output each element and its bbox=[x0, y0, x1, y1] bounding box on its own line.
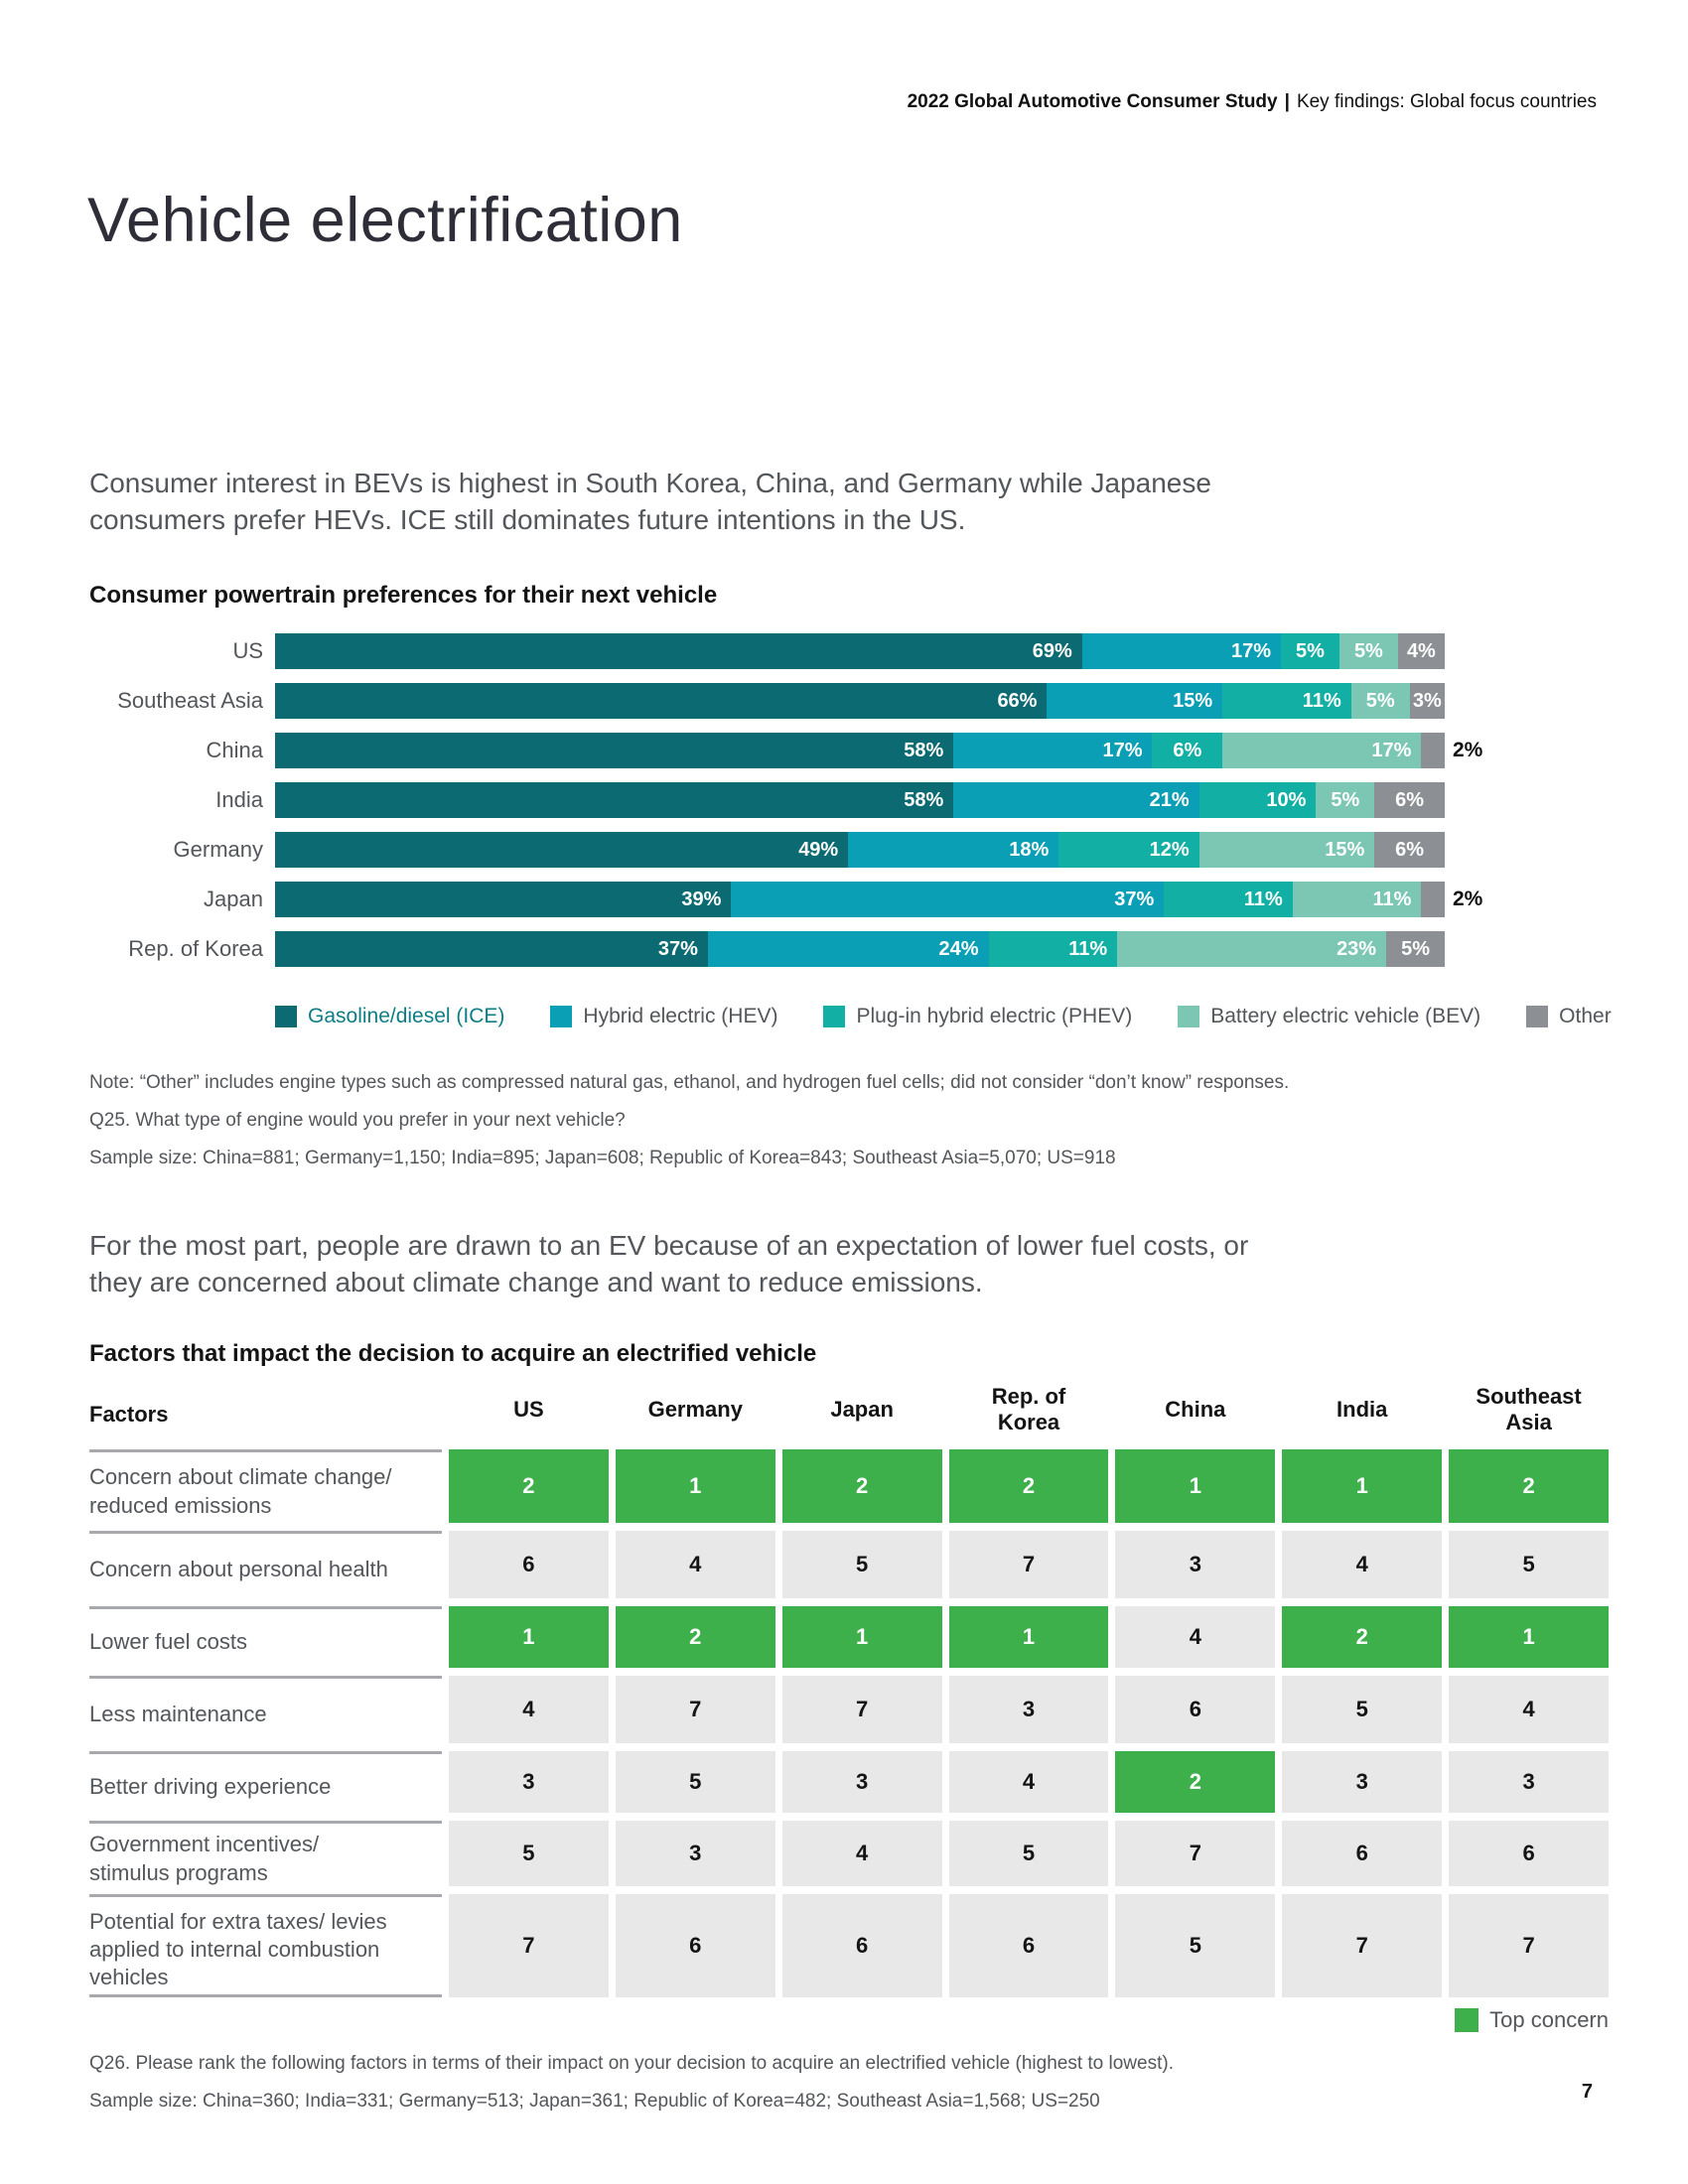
rank-cell: 3 bbox=[1282, 1751, 1442, 1813]
rank-cell: 6 bbox=[1115, 1676, 1275, 1743]
bar-segment bbox=[275, 832, 848, 868]
bar-track bbox=[275, 733, 1445, 768]
powertrain-chart bbox=[89, 633, 1483, 981]
intro-paragraph-2: For the most part, people are drawn to an EV because of an expectation of lower fuel costs, or they are concerned about climate change and want to reduce emissions. bbox=[89, 1230, 1249, 1298]
rank-cell-top-concern: 1 bbox=[1115, 1449, 1275, 1523]
table-header-country: Southeast Asia bbox=[1476, 1383, 1582, 1434]
rank-cell: 3 bbox=[616, 1821, 775, 1886]
rank-cell: 5 bbox=[1282, 1676, 1442, 1743]
rank-cell-top-concern: 1 bbox=[782, 1606, 942, 1668]
chart-category-label: Germany bbox=[173, 837, 263, 862]
legend-label: Other bbox=[1559, 1005, 1612, 1027]
rank-cell: 3 bbox=[449, 1751, 609, 1813]
note-line: Q26. Please rank the following factors in terms of their impact on your decision to acquire an electrified vehicle (highest to lowest). bbox=[89, 2053, 1174, 2074]
table-title: Factors that impact the decision to acquire an electrified vehicle bbox=[89, 1340, 817, 1367]
rank-cell-top-concern: 1 bbox=[616, 1449, 775, 1523]
rank-cell: 4 bbox=[449, 1676, 609, 1743]
bar-segment-value: 5% bbox=[1296, 639, 1325, 662]
bar-segment-value: 6% bbox=[1173, 739, 1202, 761]
bar-segment-value: 5% bbox=[1331, 788, 1360, 811]
bar-segment-value: 6% bbox=[1395, 838, 1425, 861]
rank-cell-top-concern: 1 bbox=[1282, 1449, 1442, 1523]
bar-segment-value: 5% bbox=[1401, 937, 1430, 960]
table-header-country: Japan bbox=[830, 1396, 894, 1422]
bar-segment bbox=[275, 733, 953, 768]
bar-track bbox=[275, 832, 1445, 868]
chart-row bbox=[89, 832, 1445, 868]
chart-category-label: US bbox=[232, 638, 263, 663]
rank-cell-top-concern: 2 bbox=[949, 1449, 1109, 1523]
powertrain-chart-rows bbox=[89, 633, 1483, 967]
rank-cell: 5 bbox=[616, 1751, 775, 1813]
bar-segment-value: 37% bbox=[657, 937, 698, 960]
bar-segment bbox=[1351, 683, 1410, 719]
report-header-study: 2022 Global Automotive Consumer Study bbox=[907, 91, 1278, 112]
table-header-country: India bbox=[1336, 1396, 1388, 1422]
top-concern-swatch bbox=[1455, 2008, 1478, 2032]
bar-segment-value: 5% bbox=[1365, 689, 1395, 712]
chart-row bbox=[89, 683, 1445, 719]
rank-cell: 7 bbox=[949, 1531, 1109, 1598]
chart-category-label: India bbox=[215, 787, 263, 812]
bar-segment bbox=[1222, 683, 1351, 719]
table-header-factors: Factors bbox=[89, 1401, 169, 1427]
chart-row bbox=[89, 782, 1445, 818]
top-concern-label: Top concern bbox=[1489, 2007, 1609, 2032]
rank-cell: 5 bbox=[1115, 1894, 1275, 1997]
bar-segment bbox=[1293, 882, 1422, 917]
bar-segment-value: 18% bbox=[1009, 838, 1050, 861]
rank-cell-top-concern: 2 bbox=[449, 1449, 609, 1523]
rank-cell: 7 bbox=[1282, 1894, 1442, 1997]
rank-cell: 3 bbox=[1449, 1751, 1609, 1813]
factors-table bbox=[89, 1378, 1609, 1997]
bar-segment-value: 10% bbox=[1266, 788, 1307, 811]
rank-cell-top-concern: 2 bbox=[1449, 1449, 1609, 1523]
rank-cell: 4 bbox=[949, 1751, 1109, 1813]
chart-category-label: Southeast Asia bbox=[117, 688, 263, 713]
rank-cell: 7 bbox=[449, 1894, 609, 1997]
bar-segment bbox=[953, 782, 1198, 818]
rank-cell: 3 bbox=[949, 1676, 1109, 1743]
report-header bbox=[908, 91, 1597, 113]
bar-segment bbox=[1374, 832, 1445, 868]
bar-segment bbox=[708, 931, 989, 967]
legend-swatch bbox=[550, 1006, 572, 1027]
bar-segment-value: 11% bbox=[1372, 887, 1412, 910]
report-header-separator: | bbox=[1284, 91, 1290, 112]
bar-track bbox=[275, 882, 1445, 917]
legend-item bbox=[823, 1005, 1132, 1028]
bar-segment bbox=[1421, 733, 1445, 768]
top-concern-legend bbox=[1455, 2007, 1609, 2033]
bar-segment-value: 12% bbox=[1149, 838, 1190, 861]
intro-paragraph-1: Consumer interest in BEVs is highest in South Korea, China, and Germany while Japanese consumers prefer HEVs. ICE still dominates future intentions in the US. bbox=[89, 468, 1211, 536]
legend-item bbox=[550, 1005, 777, 1028]
legend-swatch bbox=[1178, 1006, 1199, 1027]
bar-segment-value: 23% bbox=[1336, 937, 1377, 960]
rank-cell: 6 bbox=[449, 1531, 609, 1598]
rank-cell: 4 bbox=[1282, 1531, 1442, 1598]
bar-segment-value: 21% bbox=[1149, 788, 1190, 811]
bar-track bbox=[275, 633, 1445, 669]
factor-label: Potential for extra taxes/ levies applied to internal combustion vehicles bbox=[89, 1894, 442, 1997]
rank-cell: 6 bbox=[1282, 1821, 1442, 1886]
bar-track bbox=[275, 782, 1445, 818]
table-notes bbox=[89, 2045, 1174, 2120]
rank-cell-top-concern: 2 bbox=[782, 1449, 942, 1523]
factor-label: Less maintenance bbox=[89, 1676, 442, 1743]
bar-segment-value: 11% bbox=[1243, 887, 1283, 910]
bar-segment bbox=[1316, 782, 1374, 818]
bar-segment bbox=[1339, 633, 1398, 669]
bar-segment-value: 69% bbox=[1032, 639, 1072, 662]
bar-segment bbox=[275, 633, 1082, 669]
rank-cell: 6 bbox=[1449, 1821, 1609, 1886]
factor-label: Lower fuel costs bbox=[89, 1606, 442, 1668]
chart-row bbox=[89, 633, 1445, 669]
chart-row bbox=[89, 733, 1483, 768]
legend-swatch bbox=[823, 1006, 845, 1027]
legend-label: Battery electric vehicle (BEV) bbox=[1210, 1005, 1481, 1027]
bar-segment bbox=[275, 882, 731, 917]
bar-segment-value: 58% bbox=[904, 739, 944, 761]
bar-segment bbox=[275, 782, 953, 818]
bar-segment bbox=[1386, 931, 1445, 967]
bar-segment-value: 6% bbox=[1395, 788, 1425, 811]
bar-segment bbox=[1199, 782, 1317, 818]
bar-segment bbox=[848, 832, 1058, 868]
bar-segment-value: 5% bbox=[1353, 639, 1383, 662]
rank-cell: 5 bbox=[1449, 1531, 1609, 1598]
bar-segment bbox=[1082, 633, 1281, 669]
bar-segment bbox=[1152, 733, 1222, 768]
legend-label: Plug-in hybrid electric (PHEV) bbox=[856, 1005, 1133, 1027]
rank-cell: 7 bbox=[782, 1676, 942, 1743]
note-line: Sample size: China=360; India=331; Germany=513; Japan=361; Republic of Korea=482; Southeast Asia=1,568; US=250 bbox=[89, 2091, 1100, 2112]
rank-cell: 3 bbox=[782, 1751, 942, 1813]
table-header-country: Rep. of Korea bbox=[991, 1383, 1066, 1434]
note-line: Sample size: China=881; Germany=1,150; India=895; Japan=608; Republic of Korea=843; Southeast Asia=5,070; US=918 bbox=[89, 1148, 1116, 1168]
bar-segment bbox=[1421, 882, 1445, 917]
page-title: Vehicle electrification bbox=[87, 186, 683, 255]
bar-segment bbox=[1281, 633, 1339, 669]
table-header-country: China bbox=[1165, 1396, 1226, 1422]
table-header-country: Germany bbox=[647, 1396, 743, 1422]
bar-segment bbox=[1398, 633, 1445, 669]
factor-label: Concern about climate change/ reduced emissions bbox=[89, 1449, 442, 1523]
rank-cell: 4 bbox=[616, 1531, 775, 1598]
bar-segment-value: 39% bbox=[681, 887, 722, 910]
bar-segment bbox=[1047, 683, 1222, 719]
note-line: Q25. What type of engine would you prefer in your next vehicle? bbox=[89, 1110, 626, 1131]
bar-segment bbox=[1058, 832, 1198, 868]
bar-segment bbox=[989, 931, 1118, 967]
bar-segment-value: 15% bbox=[1325, 838, 1365, 861]
bar-segment-value: 49% bbox=[798, 838, 839, 861]
chart-category-label: Rep. of Korea bbox=[128, 936, 263, 961]
rank-cell-top-concern: 1 bbox=[449, 1606, 609, 1668]
report-header-section: Key findings: Global focus countries bbox=[1296, 91, 1597, 112]
bar-segment-value: 66% bbox=[997, 689, 1038, 712]
rank-cell: 4 bbox=[782, 1821, 942, 1886]
bar-segment-value: 37% bbox=[1114, 887, 1155, 910]
rank-cell: 7 bbox=[1115, 1821, 1275, 1886]
bar-segment bbox=[953, 733, 1152, 768]
chart-row bbox=[89, 931, 1445, 967]
bar-segment bbox=[1374, 782, 1445, 818]
rank-cell: 5 bbox=[949, 1821, 1109, 1886]
factor-label: Better driving experience bbox=[89, 1751, 442, 1813]
rank-cell: 7 bbox=[616, 1676, 775, 1743]
bar-track bbox=[275, 683, 1445, 719]
rank-cell-top-concern: 2 bbox=[616, 1606, 775, 1668]
legend-item bbox=[275, 1005, 504, 1028]
bar-segment-value: 11% bbox=[1068, 937, 1108, 960]
bar-segment-value: 24% bbox=[938, 937, 979, 960]
bar-outside-value: 2% bbox=[1453, 739, 1483, 761]
legend-item bbox=[1526, 1005, 1612, 1028]
legend-label: Gasoline/diesel (ICE) bbox=[308, 1005, 505, 1027]
rank-cell: 6 bbox=[782, 1894, 942, 1997]
bar-segment-value: 3% bbox=[1412, 689, 1442, 712]
page-number: 7 bbox=[1581, 2081, 1593, 2103]
rank-cell-top-concern: 1 bbox=[1449, 1606, 1609, 1668]
legend-swatch bbox=[275, 1006, 297, 1027]
rank-cell: 7 bbox=[1449, 1894, 1609, 1997]
bar-segment bbox=[1117, 931, 1386, 967]
bar-segment-value: 17% bbox=[1102, 739, 1143, 761]
chart-title: Consumer powertrain preferences for their next vehicle bbox=[89, 582, 718, 609]
note-line: Note: “Other” includes engine types such as compressed natural gas, ethanol, and hydrogen fuel cells; did not consider “don’t know” responses. bbox=[89, 1072, 1290, 1093]
bar-segment-value: 15% bbox=[1173, 689, 1213, 712]
bar-segment-value: 11% bbox=[1302, 689, 1341, 712]
table-header-country: US bbox=[513, 1396, 544, 1422]
rank-cell: 5 bbox=[782, 1531, 942, 1598]
factor-label: Government incentives/ stimulus programs bbox=[89, 1821, 442, 1886]
chart-notes bbox=[89, 1064, 1289, 1177]
bar-segment bbox=[731, 882, 1164, 917]
bar-segment bbox=[1199, 832, 1375, 868]
rank-cell: 6 bbox=[949, 1894, 1109, 1997]
rank-cell: 4 bbox=[1115, 1606, 1275, 1668]
chart-category-label: Japan bbox=[204, 887, 263, 911]
rank-cell: 5 bbox=[449, 1821, 609, 1886]
rank-cell-top-concern: 2 bbox=[1282, 1606, 1442, 1668]
legend-swatch bbox=[1526, 1006, 1548, 1027]
chart-category-label: China bbox=[206, 738, 263, 762]
factor-label: Concern about personal health bbox=[89, 1531, 442, 1598]
bar-segment bbox=[275, 683, 1047, 719]
bar-segment bbox=[1164, 882, 1293, 917]
bar-outside-value: 2% bbox=[1453, 887, 1483, 910]
bar-segment bbox=[1222, 733, 1421, 768]
legend-item bbox=[1178, 1005, 1480, 1028]
bar-segment-value: 58% bbox=[904, 788, 944, 811]
chart-row bbox=[89, 882, 1483, 917]
bar-segment-value: 17% bbox=[1231, 639, 1272, 662]
rank-cell: 6 bbox=[616, 1894, 775, 1997]
rank-cell-top-concern: 1 bbox=[949, 1606, 1109, 1668]
rank-cell-top-concern: 2 bbox=[1115, 1751, 1275, 1813]
chart-legend bbox=[275, 1005, 1612, 1028]
legend-label: Hybrid electric (HEV) bbox=[583, 1005, 778, 1027]
bar-segment-value: 4% bbox=[1406, 639, 1436, 662]
bar-segment bbox=[1410, 683, 1445, 719]
bar-segment bbox=[275, 931, 708, 967]
bar-segment-value: 17% bbox=[1371, 739, 1412, 761]
rank-cell: 4 bbox=[1449, 1676, 1609, 1743]
bar-track bbox=[275, 931, 1445, 967]
rank-cell: 3 bbox=[1115, 1531, 1275, 1598]
